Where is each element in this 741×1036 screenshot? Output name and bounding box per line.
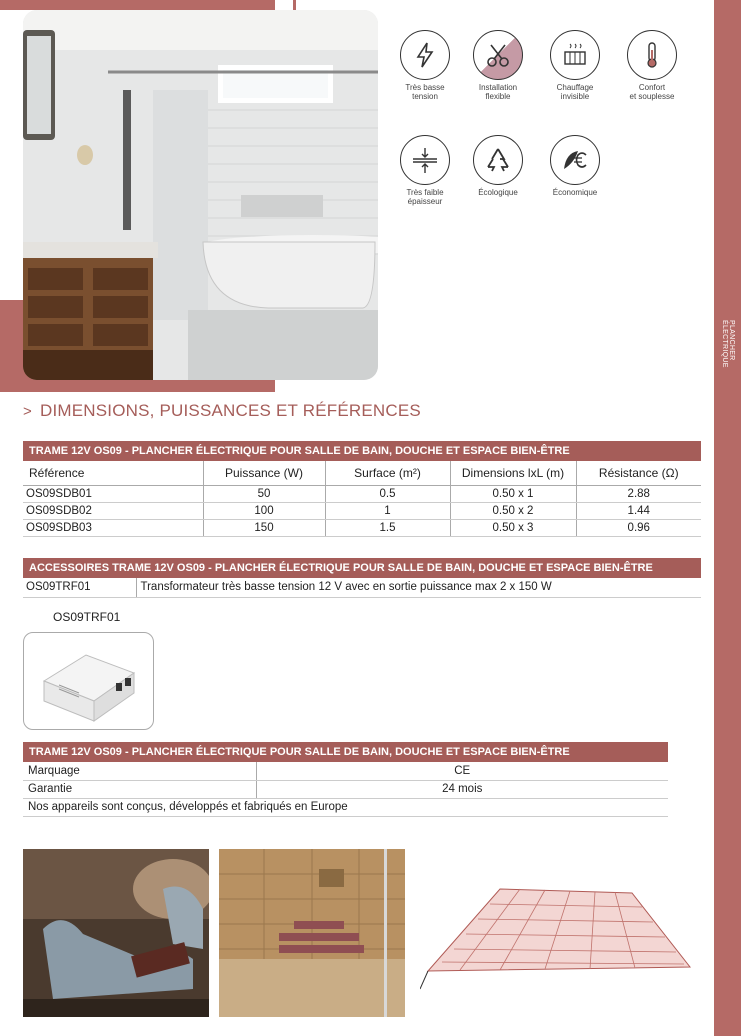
- cell-reference: OS09TRF01: [23, 578, 136, 597]
- cell-reference: OS09SDB03: [23, 519, 203, 536]
- transformer-image: [23, 632, 154, 730]
- scissors-icon: [473, 30, 523, 80]
- radiator-icon: [550, 30, 600, 80]
- top-accent-tick: [293, 0, 296, 10]
- table-header-row: [23, 461, 701, 485]
- cell-resistance: 2.88: [576, 485, 701, 502]
- thermometer-icon: [627, 30, 677, 80]
- spec-label: Garantie: [23, 780, 256, 798]
- table-row: [23, 780, 668, 798]
- accessories-table-title: ACCESSOIRES TRAME 12V OS09 - PLANCHER ÉLECTRIQUE POUR SALLE DE BAIN, DOUCHE ET ESPACE BIEN-ÊTRE: [23, 558, 701, 578]
- feature-icons: [390, 30, 710, 220]
- bathroom-photo: [23, 10, 378, 380]
- cell-power: 50: [203, 485, 325, 502]
- recycle-icon: [473, 135, 523, 185]
- cell-description: Transformateur très basse tension 12 V avec en sortie puissance max 2 x 150 W: [136, 578, 701, 597]
- specs-table-title: TRAME 12V OS09 - PLANCHER ÉLECTRIQUE POUR SALLE DE BAIN, DOUCHE ET ESPACE BIEN-ÊTRE: [23, 742, 668, 762]
- cell-reference: OS09SDB01: [23, 485, 203, 502]
- heating-mesh-photo: [420, 849, 700, 1017]
- references-table-title: TRAME 12V OS09 - PLANCHER ÉLECTRIQUE POUR SALLE DE BAIN, DOUCHE ET ESPACE BIEN-ÊTRE: [23, 441, 701, 461]
- spa-loungers-photo: [23, 849, 209, 1017]
- cell-surface: 0.5: [325, 485, 450, 502]
- chevron-right-icon: >: [23, 403, 32, 420]
- cell-reference: OS09SDB02: [23, 502, 203, 519]
- feature-comfort: Confort et souplesse: [617, 30, 687, 101]
- euro-leaf-icon: [550, 135, 600, 185]
- header-resistance: Résistance (Ω): [576, 461, 701, 485]
- top-accent-band: [0, 0, 275, 10]
- thickness-icon: [400, 135, 450, 185]
- manufacturing-note: Nos appareils sont conçus, développés et fabriqués en Europe: [23, 798, 668, 816]
- feature-very-low-voltage: Très basse tension: [390, 30, 460, 101]
- product-reference: OS09TRF01: [53, 610, 121, 624]
- feature-invisible-heating: Chauffage invisible: [540, 30, 610, 101]
- spec-value: CE: [256, 762, 668, 780]
- feature-thin: Très faible épaisseur: [390, 135, 460, 206]
- references-table: [23, 441, 701, 537]
- table-row: [23, 519, 701, 536]
- header-surface: Surface (m²): [325, 461, 450, 485]
- feature-economic: Économique: [540, 135, 610, 197]
- table-row: [23, 762, 668, 780]
- header-power: Puissance (W): [203, 461, 325, 485]
- table-note-row: [23, 798, 668, 816]
- section-title: > DIMENSIONS, PUISSANCES ET RÉFÉRENCES: [23, 401, 421, 420]
- cell-dimensions: 0.50 x 1: [450, 485, 576, 502]
- header-reference: Référence: [23, 461, 203, 485]
- table-row: [23, 502, 701, 519]
- cell-surface: 1.5: [325, 519, 450, 536]
- header-dimensions: Dimensions lxL (m): [450, 461, 576, 485]
- cell-power: 100: [203, 502, 325, 519]
- side-label: PLANCHER ÉLECTRIQUE: [721, 320, 735, 368]
- side-stripe: [714, 0, 741, 1036]
- spec-value: 24 mois: [256, 780, 668, 798]
- cell-power: 150: [203, 519, 325, 536]
- accessories-table: [23, 558, 701, 598]
- table-row: [23, 578, 701, 597]
- cell-resistance: 0.96: [576, 519, 701, 536]
- spec-label: Marquage: [23, 762, 256, 780]
- feature-flexible-install: Installation flexible: [463, 30, 533, 101]
- lightning-icon: [400, 30, 450, 80]
- cell-dimensions: 0.50 x 2: [450, 502, 576, 519]
- feature-ecological: Écologique: [463, 135, 533, 197]
- cell-resistance: 1.44: [576, 502, 701, 519]
- specs-table: [23, 742, 668, 817]
- shower-photo: [219, 849, 405, 1017]
- cell-dimensions: 0.50 x 3: [450, 519, 576, 536]
- table-row: [23, 485, 701, 502]
- cell-surface: 1: [325, 502, 450, 519]
